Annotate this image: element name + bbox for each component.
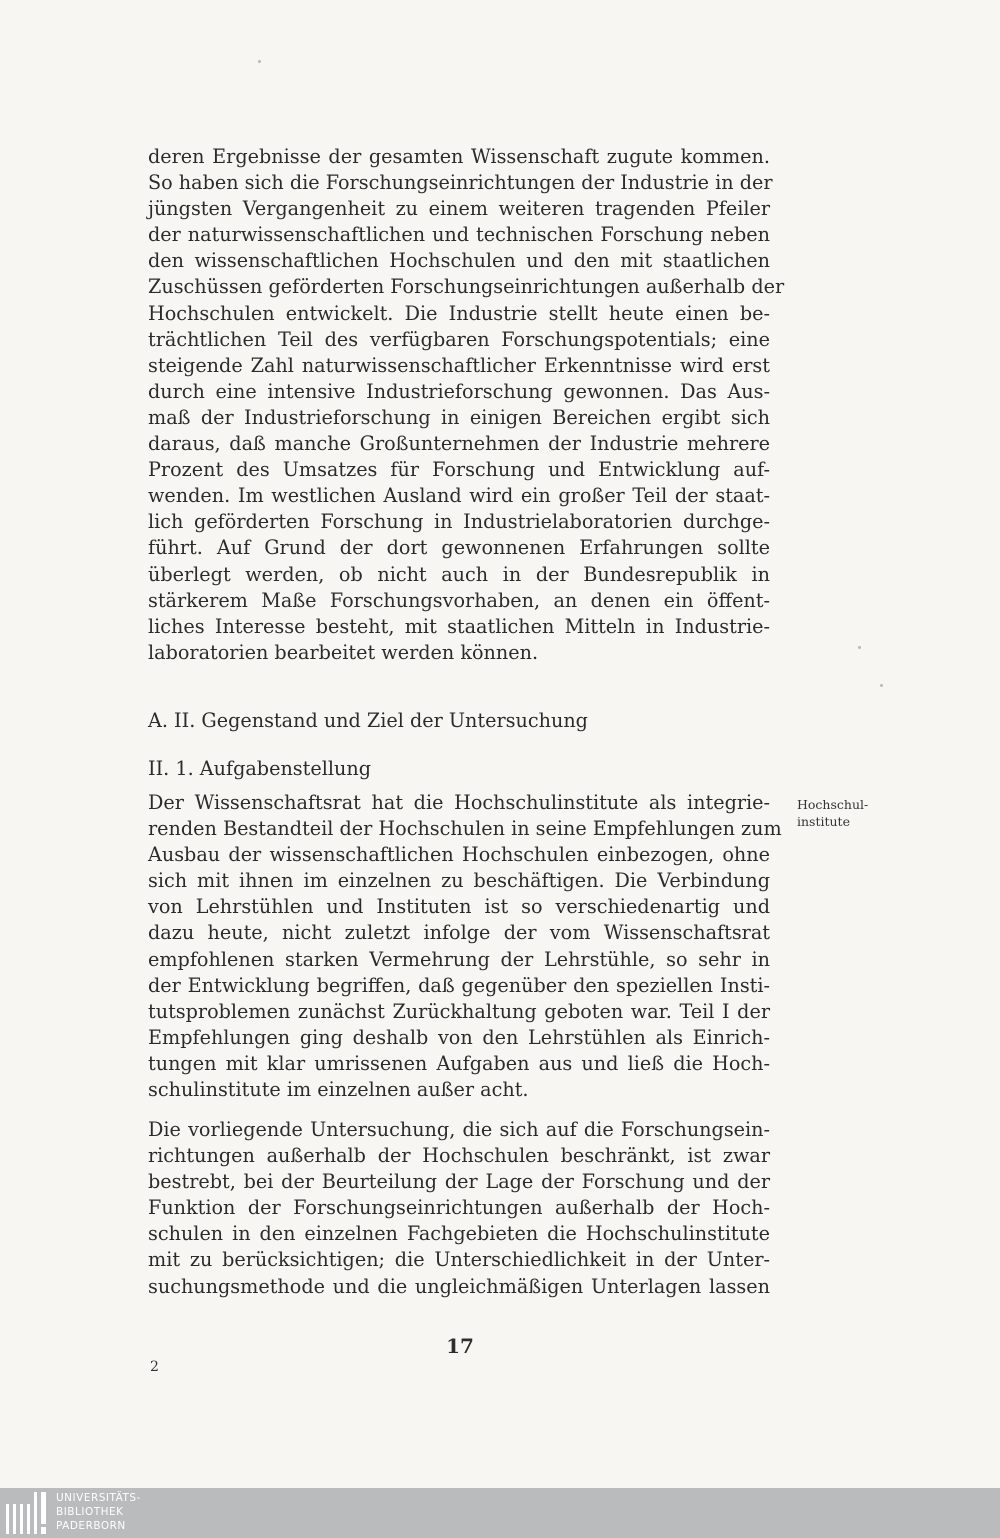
text-line: steigende Zahl naturwissenschaftlicher Erkenntnisse wird erst (148, 353, 770, 377)
text-line: sich mit ihnen im einzelnen zu beschäftigen. Die Verbindung (148, 869, 770, 893)
text-line: Ausbau der wissenschaftlichen Hochschulen einbezogen, ohne (148, 843, 770, 867)
text-line: daraus, daß manche Großunternehmen der Industrie mehrere (148, 432, 770, 456)
text-line: Prozent des Umsatzes für Forschung und Entwicklung auf- (148, 458, 770, 482)
library-bars-logo-icon (6, 1492, 50, 1534)
page-number: 17 (446, 1334, 474, 1358)
text-line: von Lehrstühlen und Instituten ist so verschiedenartig und (148, 895, 770, 919)
body-paragraph-1 (148, 144, 785, 666)
text-line: renden Bestandteil der Hochschulen in seine Empfehlungen zum (148, 817, 782, 841)
body-paragraph-3 (148, 1117, 770, 1300)
text-line: Hochschulen entwickelt. Die Industrie stellt heute einen be- (148, 301, 770, 325)
text-line: Funktion der Forschungseinrichtungen außerhalb der Hoch- (148, 1196, 770, 1220)
margin-note-line-1: Hochschul- (797, 797, 869, 812)
text-line: maß der Industrieforschung in einigen Bereichen ergibt sich (148, 405, 770, 429)
text-line: Zuschüssen geförderten Forschungseinrichtungen außerhalb der (148, 275, 785, 299)
text-line: empfohlenen starken Vermehrung der Lehrstühle, so sehr in (148, 947, 770, 971)
text-line: Empfehlungen ging deshalb von den Lehrstühlen als Einrich- (148, 1025, 770, 1049)
text-line: liches Interesse besteht, mit staatlichen Mitteln in Industrie- (148, 614, 770, 638)
text-line: Der Wissenschaftsrat hat die Hochschulinstitute als integrie- (148, 791, 770, 814)
text-line: richtungen außerhalb der Hochschulen beschränkt, ist zwar (148, 1144, 770, 1168)
margin-note-line-2: institute (797, 814, 850, 829)
paper-speck (880, 684, 883, 687)
text-line: überlegt werden, ob nicht auch in der Bundesrepublik in (148, 562, 770, 586)
text-line: suchungsmethode und die ungleichmäßigen Unterlagen lassen (148, 1274, 770, 1298)
library-name-line-2: BIBLIOTHEK (56, 1506, 124, 1518)
text-line: schulen in den einzelnen Fachgebieten die Hochschulinstitute (148, 1222, 770, 1246)
paper-speck (258, 60, 261, 63)
text-line: dazu heute, nicht zuletzt infolge der vom Wissenschaftsrat (148, 921, 770, 945)
text-line: deren Ergebnisse der gesamten Wissenschaft zugute kommen. (148, 145, 770, 168)
paper-speck (858, 646, 861, 649)
signature-mark: 2 (150, 1359, 159, 1375)
text-line: Die vorliegende Untersuchung, die sich auf die Forschungsein- (148, 1118, 770, 1141)
text-line: der naturwissenschaftlichen und technischen Forschung neben (148, 223, 770, 247)
subsection-heading: II. 1. Aufgabenstellung (148, 757, 371, 780)
text-line: der Entwicklung begriffen, daß gegenüber den speziellen Insti- (148, 973, 770, 997)
library-name-line-3: PADERBORN (56, 1520, 126, 1532)
text-line: wenden. Im westlichen Ausland wird ein großer Teil der staat- (148, 484, 770, 508)
text-line: trächtlichen Teil des verfügbaren Forschungspotentials; eine (148, 327, 770, 351)
text-line: So haben sich die Forschungseinrichtungen der Industrie in der (148, 171, 773, 195)
text-line: den wissenschaftlichen Hochschulen und den mit staatlichen (148, 249, 770, 273)
margin-note (797, 796, 868, 830)
text-line: jüngsten Vergangenheit zu einem weiteren tragenden Pfeiler (148, 197, 770, 221)
section-heading: A. II. Gegenstand und Ziel der Untersuchung (148, 709, 588, 732)
library-name-line-1: UNIVERSITÄTS- (56, 1492, 141, 1504)
text-line: lich geförderten Forschung in Industrielaboratorien durchge- (148, 510, 770, 534)
text-line: stärkerem Maße Forschungsvorhaben, an denen ein öffent- (148, 588, 770, 612)
library-footer-bar (0, 1488, 1000, 1538)
text-line: führt. Auf Grund der dort gewonnenen Erfahrungen sollte (148, 536, 770, 560)
text-line: schulinstitute im einzelnen außer acht. (148, 1078, 529, 1102)
body-paragraph-2 (148, 790, 782, 1103)
text-line: laboratorien bearbeitet werden können. (148, 640, 539, 664)
text-line: bestrebt, bei der Beurteilung der Lage der Forschung und der (148, 1170, 770, 1194)
library-name (56, 1491, 141, 1533)
text-line: tutsproblemen zunächst Zurückhaltung geboten war. Teil I der (148, 999, 770, 1023)
text-line: tungen mit klar umrissenen Aufgaben aus und ließ die Hoch- (148, 1051, 770, 1075)
text-line: durch eine intensive Industrieforschung gewonnen. Das Aus- (148, 379, 770, 403)
text-line: mit zu berücksichtigen; die Unterschiedlichkeit in der Unter- (148, 1248, 770, 1272)
